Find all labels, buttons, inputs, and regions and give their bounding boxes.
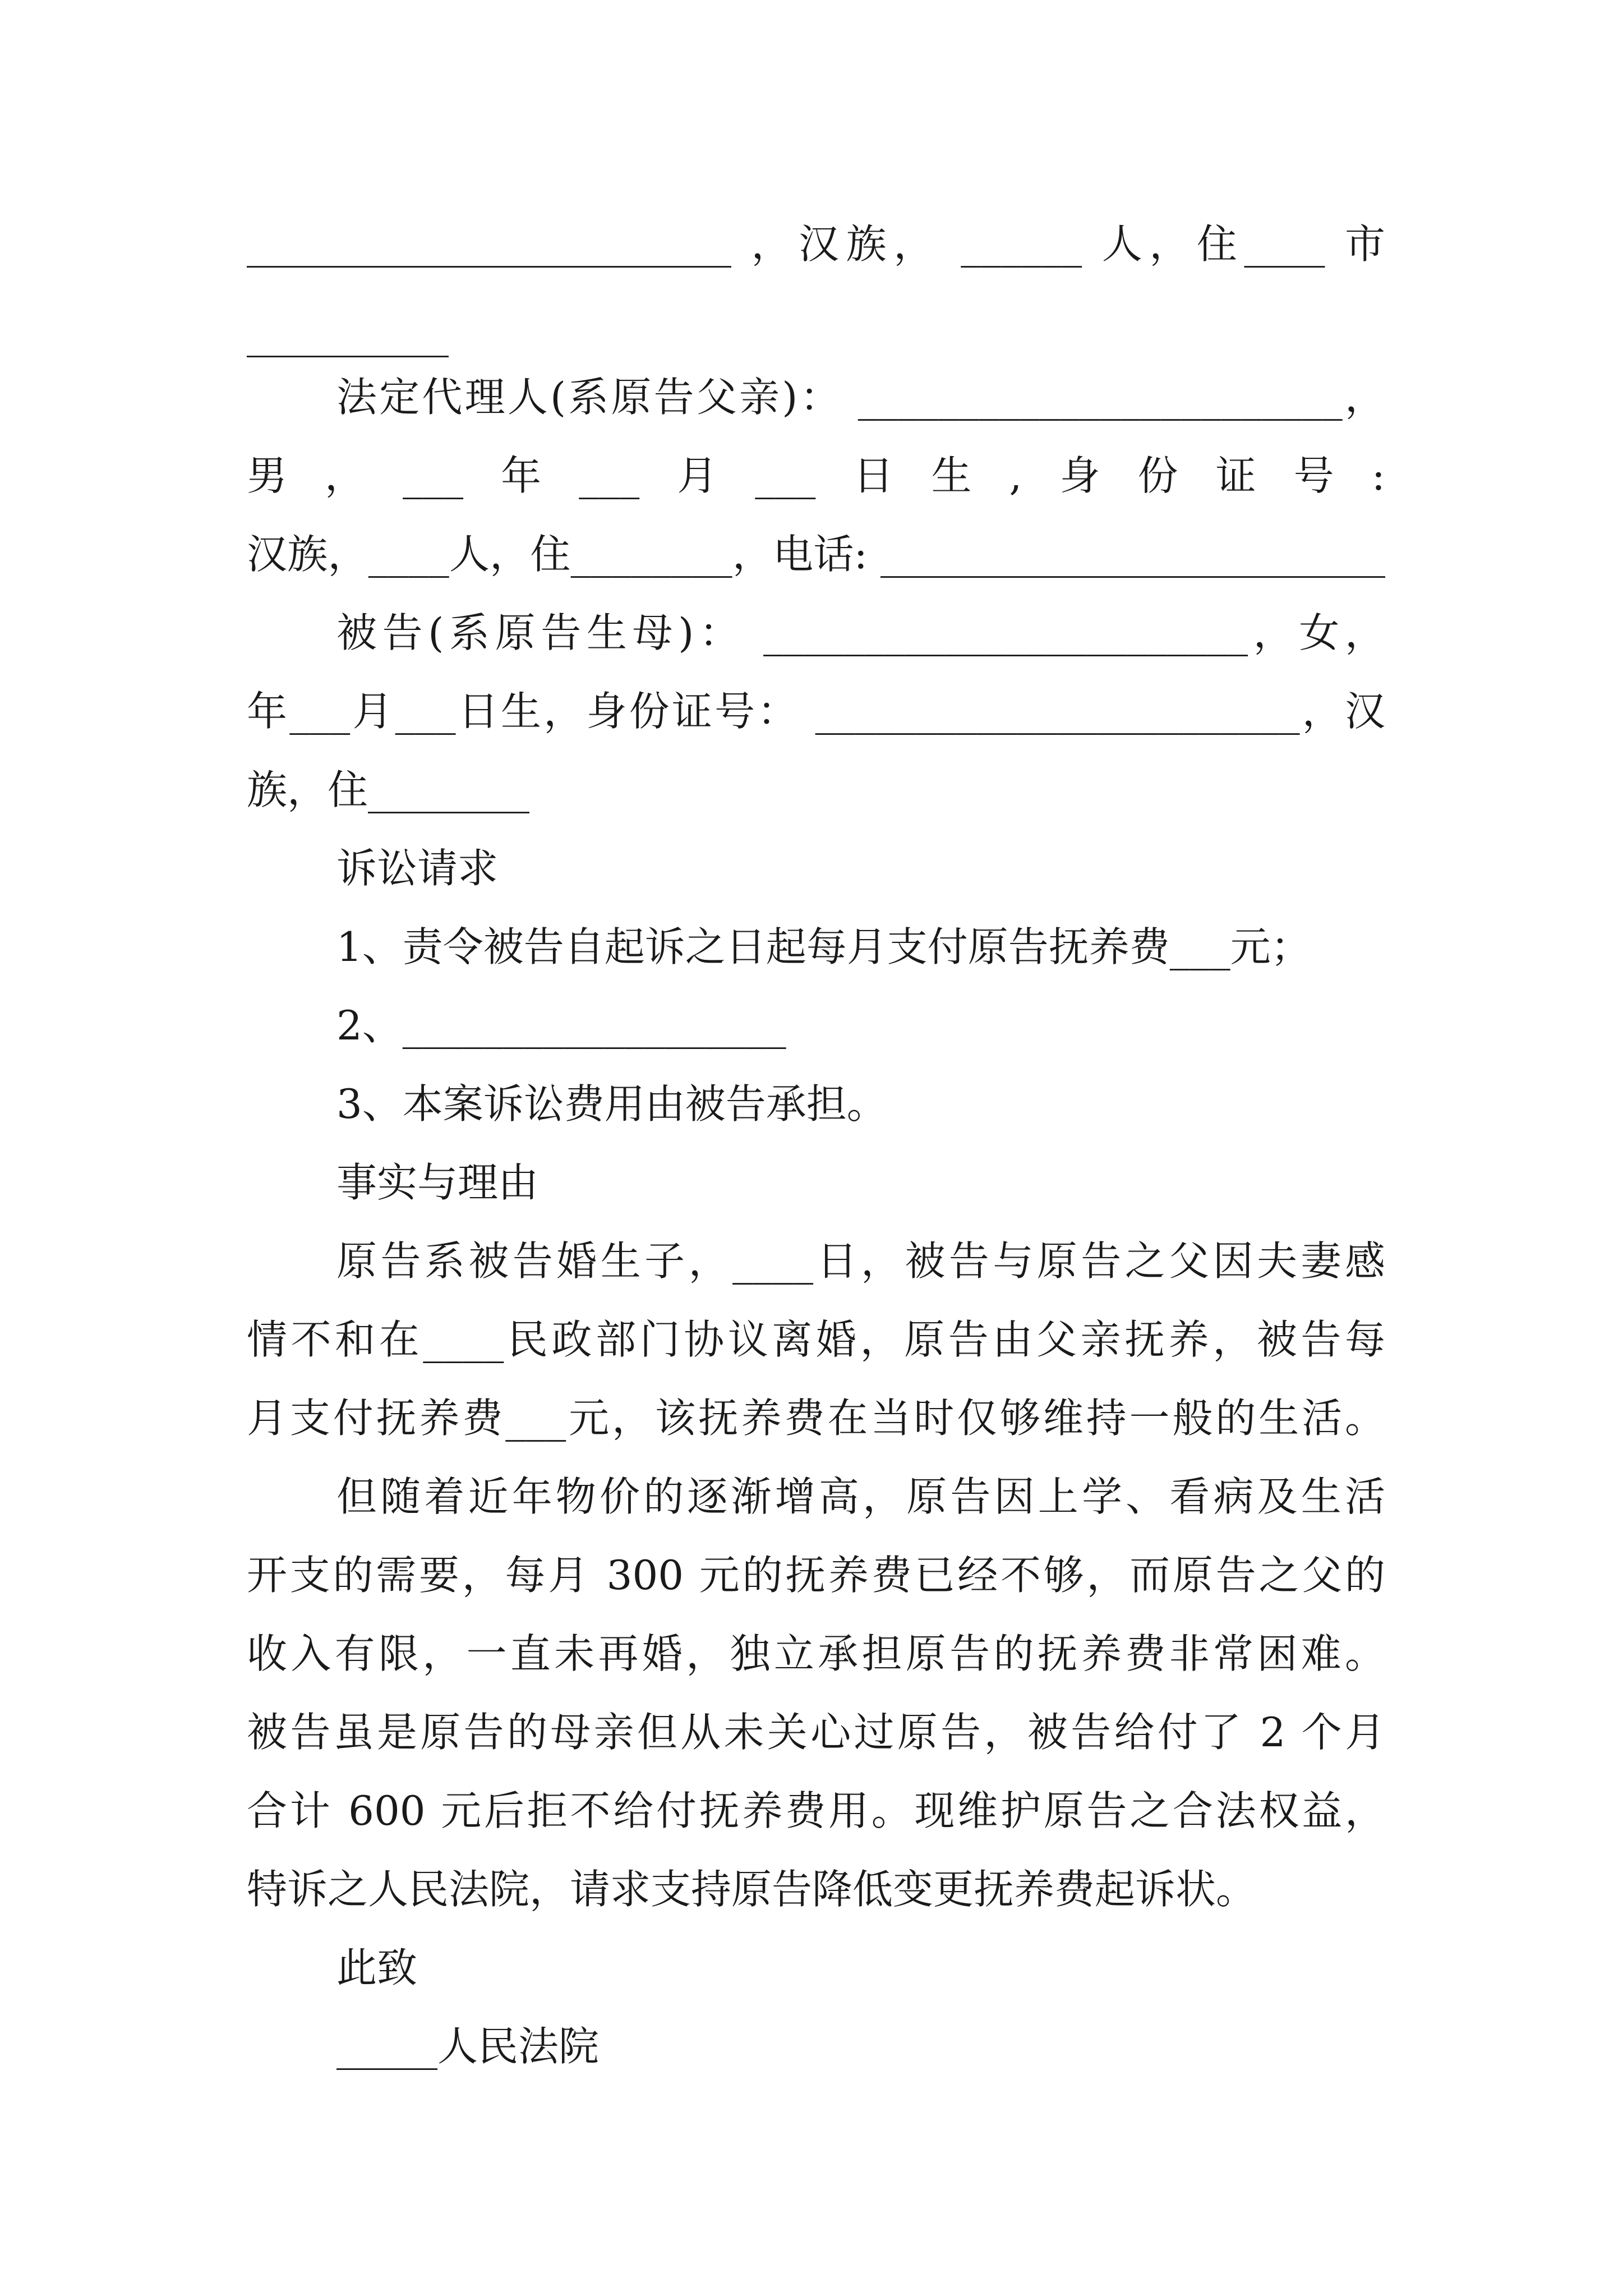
facts-paragraph-2-line-4: 被告虽是原告的母亲但从未关心过原告，被告给付了 2 个月 xyxy=(247,1709,1385,1756)
legal-agent-line: 法定代理人(系原告父亲)： ________________________， xyxy=(336,374,1385,421)
facts-paragraph-1-line-1: 原告系被告婚生子，____日，被告与原告之父因夫妻感 xyxy=(336,1237,1385,1285)
facts-paragraph-2-line-5: 合计 600 元后拒不给付抚养费用。现维护原告之合法权益， xyxy=(247,1787,1385,1834)
closing-salutation: 此致 xyxy=(336,1944,418,1991)
facts-paragraph-2-line-6: 特诉之人民法院，请求支持原告降低变更抚养费起诉状。 xyxy=(247,1866,1257,1913)
legal-agent-birth-line: 男，___年___月___日生,身份证号: xyxy=(247,452,1385,499)
facts-paragraph-1-line-3: 月支付抚养费___元，该抚养费在当时仅够维持一般的生活。 xyxy=(247,1395,1385,1442)
defendant-line: 被告(系原告生母)： ________________________，女， xyxy=(336,609,1385,656)
legal-agent-contact-line: 汉族，____人，住________，电话: _________________________ xyxy=(247,531,1385,578)
claim-item-2: 2、___________________ xyxy=(336,1002,786,1049)
court-name-line: _____人民法院 xyxy=(336,2023,600,2070)
section-heading-claims: 诉讼请求 xyxy=(336,845,499,892)
facts-paragraph-2-line-2: 开支的需要，每月 300 元的抚养费已经不够，而原告之父的 xyxy=(247,1552,1385,1599)
facts-paragraph-1-line-2: 情不和在____民政部门协议离婚，原告由父亲抚养，被告每 xyxy=(247,1316,1385,1363)
facts-paragraph-2-line-3: 收入有限，一直未再婚，独立承担原告的抚养费非常困难。 xyxy=(247,1630,1385,1677)
defendant-birth-line: 年___月___日生，身份证号： ________________________，汉 xyxy=(247,688,1385,735)
facts-paragraph-2-line-1: 但随着近年物价的逐渐增高，原告因上学、看病及生活 xyxy=(336,1473,1385,1520)
plaintiff-address-blank: __________ xyxy=(247,310,449,357)
claim-item-3: 3、本案诉讼费用由被告承担。 xyxy=(336,1080,887,1128)
section-heading-facts: 事实与理由 xyxy=(336,1159,539,1206)
defendant-address-line: 族，住________ xyxy=(247,766,530,813)
claim-item-1: 1、责令被告自起诉之日起每月支付原告抚养费___元； xyxy=(336,923,1311,970)
plaintiff-ethnicity-line: ________________________ ，汉族， ______ 人，住____ 市 xyxy=(247,220,1385,268)
